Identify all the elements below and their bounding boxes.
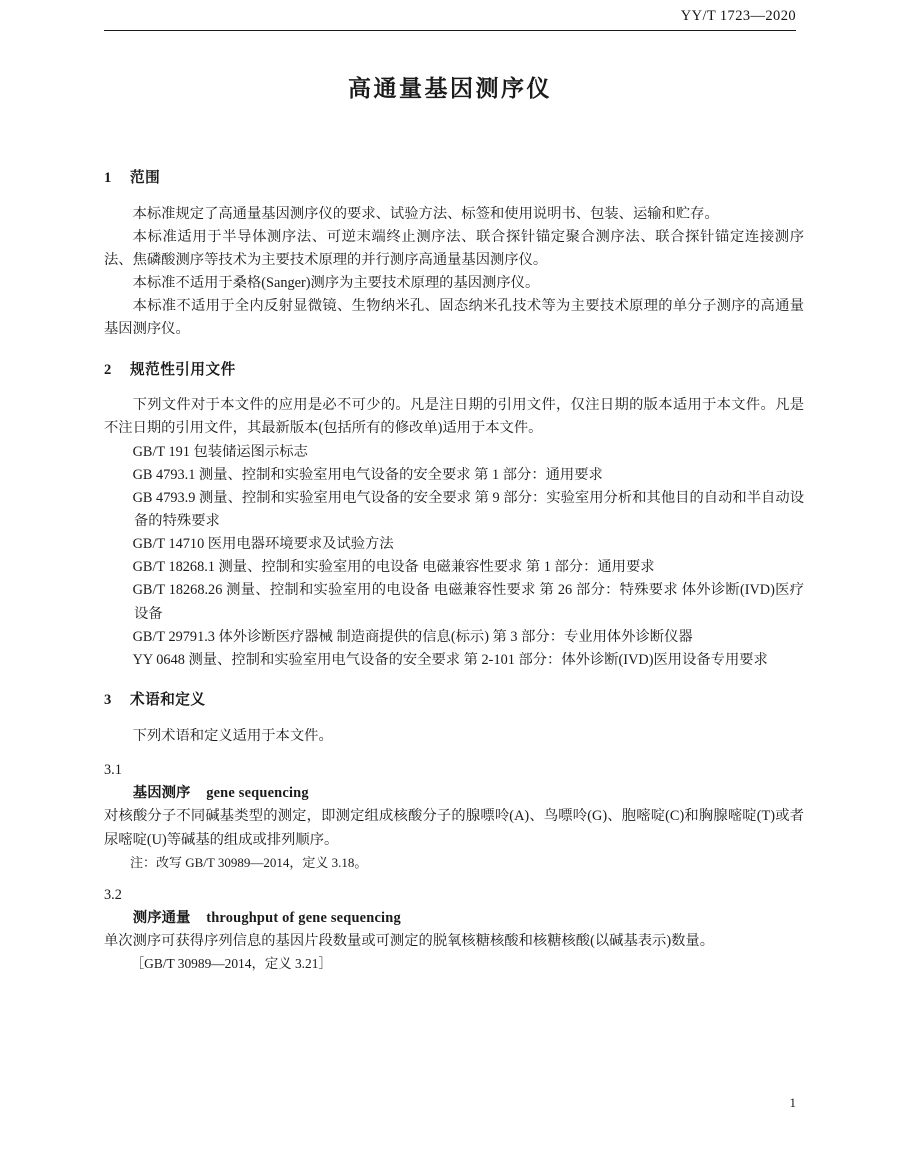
reference-item: GB/T 29791.3 体外诊断医疗器械 制造商提供的信息(标示) 第 3 部分：专业用体外诊断仪器 — [132, 628, 693, 645]
section-number-1: 1 — [104, 170, 112, 186]
reference-item: GB/T 14710 医用电器环境要求及试验方法 — [132, 536, 394, 553]
header-rule — [104, 30, 796, 31]
paragraph: 本标准不适用于桑格(Sanger)测序为主要技术原理的基因测序仪。 — [132, 275, 540, 292]
paragraph: 下列文件对于本文件的应用是必不可少的。凡是注日期的引用文件，仅注日期的版本适用于本文件。凡是不注日期的引用文件，其最新版本(包括所有的修改单)适用于本文件。 — [104, 397, 804, 437]
section-heading-1 — [104, 167, 804, 191]
term-source: ［GB/T 30989—2014，定义 3.21］ — [130, 956, 332, 972]
section-title-3: 术语和定义 — [130, 692, 206, 709]
reference-item: GB/T 18268.1 测量、控制和实验室用的电设备 电磁兼容性要求 第 1 部分：通用要求 — [132, 559, 655, 576]
term-en: gene sequencing — [206, 785, 309, 802]
section-title-2: 规范性引用文件 — [130, 361, 236, 378]
paragraph: 本标准规定了高通量基因测序仪的要求、试验方法、标签和使用说明书、包装、运输和贮存。 — [132, 205, 719, 222]
reference-item: GB 4793.1 测量、控制和实验室用电气设备的安全要求 第 1 部分：通用要求 — [132, 466, 603, 483]
clause-number: 3.1 — [104, 761, 122, 778]
page-header-standard-code: YY/T 1723—2020 — [680, 8, 796, 24]
term-zh: 测序通量 — [132, 909, 191, 926]
section-number-3: 3 — [104, 692, 112, 709]
page-title: 高通量基因测序仪 — [348, 76, 552, 101]
page-number: 1 — [789, 1095, 796, 1110]
section-number-2: 2 — [104, 361, 112, 378]
reference-item: GB/T 18268.26 测量、控制和实验室用的电设备 电磁兼容性要求 第 26 部分：特殊要求 体外诊断(IVD)医疗设备 — [132, 582, 804, 622]
term-definition: 单次测序可获得序列信息的基因片段数量或可测定的脱氧核糖核酸和核糖核酸(以碱基表示)数量。 — [104, 933, 714, 950]
paragraph: 本标准适用于半导体测序法、可逆末端终止测序法、联合探针锚定聚合测序法、联合探针锚定连接测序法、焦磷酸测序等技术为主要技术原理的并行测序高通量基因测序仪。 — [104, 228, 804, 268]
term-definition: 对核酸分子不同碱基类型的测定，即测定组成核酸分子的腺嘌呤(A)、鸟嘌呤(G)、胞嘧啶(C)和胸腺嘧啶(T)或者尿嘧啶(U)等碱基的组成或排列顺序。 — [104, 808, 804, 848]
reference-item: GB/T 191 包装储运图示标志 — [132, 443, 308, 460]
term-entry — [104, 907, 804, 930]
section-heading-3 — [104, 689, 804, 713]
paragraph: 下列术语和定义适用于本文件。 — [132, 727, 333, 744]
term-zh: 基因测序 — [132, 785, 191, 802]
paragraph: 本标准不适用于全内反射显微镜、生物纳米孔、固态纳米孔技术等为主要技术原理的单分子测序的高通量基因测序仪。 — [104, 298, 804, 338]
document-body — [104, 150, 804, 975]
reference-item: GB 4793.9 测量、控制和实验室用电气设备的安全要求 第 9 部分：实验室用分析和其他目的自动和半自动设备的特殊要求 — [132, 489, 804, 529]
term-en: throughput of gene sequencing — [206, 909, 401, 926]
section-title-1: 范围 — [130, 170, 161, 186]
clause-number: 3.2 — [104, 886, 122, 903]
term-entry — [104, 782, 804, 805]
reference-item: YY 0648 测量、控制和实验室用电气设备的安全要求 第 2-101 部分：体外诊断(IVD)医用设备专用要求 — [132, 651, 768, 668]
term-note: 注：改写 GB/T 30989—2014，定义 3.18。 — [130, 854, 368, 870]
section-heading-2 — [104, 359, 804, 383]
